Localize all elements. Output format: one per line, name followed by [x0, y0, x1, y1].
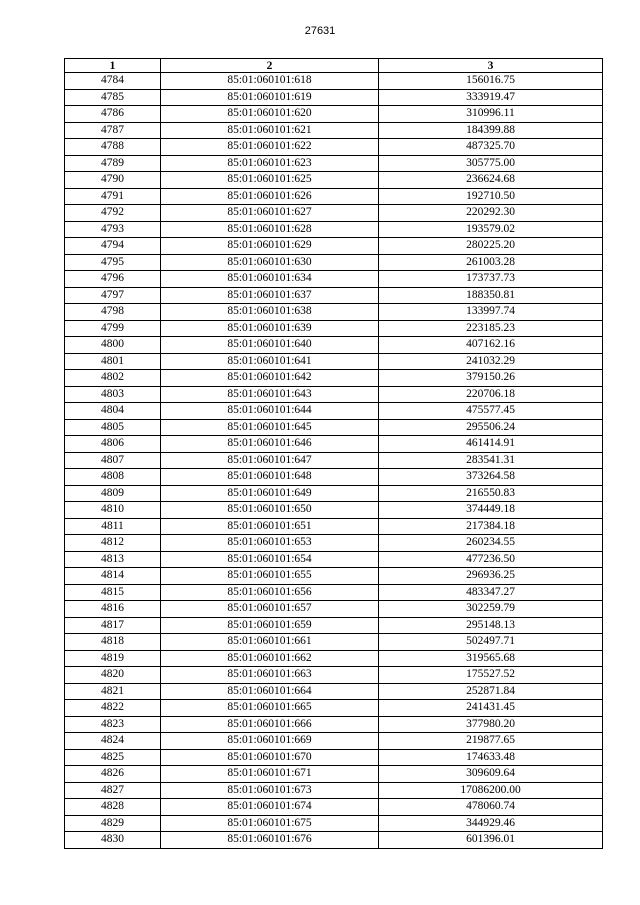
- row-number-cell: 4823: [65, 716, 161, 733]
- cadastral-number-cell: 85:01:060101:665: [161, 700, 379, 717]
- value-cell: 502497.71: [379, 634, 603, 651]
- value-cell: 236624.68: [379, 172, 603, 189]
- row-number-cell: 4813: [65, 551, 161, 568]
- row-number-cell: 4826: [65, 766, 161, 783]
- cadastral-number-cell: 85:01:060101:659: [161, 617, 379, 634]
- value-cell: 133997.74: [379, 304, 603, 321]
- column-header-1: 1: [65, 59, 161, 73]
- table-row: [65, 716, 603, 733]
- row-number-cell: 4809: [65, 485, 161, 502]
- cadastral-number-cell: 85:01:060101:653: [161, 535, 379, 552]
- value-cell: 302259.79: [379, 601, 603, 618]
- table-row: [65, 700, 603, 717]
- value-cell: 192710.50: [379, 188, 603, 205]
- value-cell: 188350.81: [379, 287, 603, 304]
- row-number-cell: 4819: [65, 650, 161, 667]
- table-row: [65, 386, 603, 403]
- row-number-cell: 4821: [65, 683, 161, 700]
- row-number-cell: 4825: [65, 749, 161, 766]
- row-number-cell: 4830: [65, 832, 161, 849]
- data-table: [64, 58, 603, 849]
- row-number-cell: 4827: [65, 782, 161, 799]
- value-cell: 175527.52: [379, 667, 603, 684]
- value-cell: 475577.45: [379, 403, 603, 420]
- row-number-cell: 4799: [65, 320, 161, 337]
- value-cell: 260234.55: [379, 535, 603, 552]
- row-number-cell: 4794: [65, 238, 161, 255]
- row-number-cell: 4792: [65, 205, 161, 222]
- table-row: [65, 749, 603, 766]
- table-row: [65, 254, 603, 271]
- cadastral-number-cell: 85:01:060101:640: [161, 337, 379, 354]
- row-number-cell: 4807: [65, 452, 161, 469]
- cadastral-number-cell: 85:01:060101:662: [161, 650, 379, 667]
- table-row: [65, 370, 603, 387]
- value-cell: 319565.68: [379, 650, 603, 667]
- cadastral-number-cell: 85:01:060101:656: [161, 584, 379, 601]
- table-row: [65, 304, 603, 321]
- table-row: [65, 469, 603, 486]
- table-row: [65, 139, 603, 156]
- cadastral-number-cell: 85:01:060101:630: [161, 254, 379, 271]
- table-row: [65, 106, 603, 123]
- table-row: [65, 782, 603, 799]
- row-number-cell: 4812: [65, 535, 161, 552]
- table-row: [65, 337, 603, 354]
- row-number-cell: 4796: [65, 271, 161, 288]
- table-row: [65, 287, 603, 304]
- value-cell: 220292.30: [379, 205, 603, 222]
- row-number-cell: 4806: [65, 436, 161, 453]
- table-row: [65, 584, 603, 601]
- table-row: [65, 568, 603, 585]
- row-number-cell: 4785: [65, 89, 161, 106]
- cadastral-number-cell: 85:01:060101:644: [161, 403, 379, 420]
- cadastral-number-cell: 85:01:060101:650: [161, 502, 379, 519]
- row-number-cell: 4789: [65, 155, 161, 172]
- value-cell: 252871.84: [379, 683, 603, 700]
- cadastral-number-cell: 85:01:060101:661: [161, 634, 379, 651]
- value-cell: 310996.11: [379, 106, 603, 123]
- cadastral-number-cell: 85:01:060101:623: [161, 155, 379, 172]
- cadastral-number-cell: 85:01:060101:620: [161, 106, 379, 123]
- cadastral-number-cell: 85:01:060101:621: [161, 122, 379, 139]
- cadastral-number-cell: 85:01:060101:651: [161, 518, 379, 535]
- cadastral-number-cell: 85:01:060101:646: [161, 436, 379, 453]
- row-number-cell: 4820: [65, 667, 161, 684]
- value-cell: 309609.64: [379, 766, 603, 783]
- cadastral-number-cell: 85:01:060101:634: [161, 271, 379, 288]
- cadastral-number-cell: 85:01:060101:654: [161, 551, 379, 568]
- value-cell: 487325.70: [379, 139, 603, 156]
- table-body: [65, 73, 603, 849]
- cadastral-number-cell: 85:01:060101:626: [161, 188, 379, 205]
- cadastral-number-cell: 85:01:060101:627: [161, 205, 379, 222]
- row-number-cell: 4818: [65, 634, 161, 651]
- cadastral-number-cell: 85:01:060101:670: [161, 749, 379, 766]
- table-row: [65, 238, 603, 255]
- value-cell: 601396.01: [379, 832, 603, 849]
- table-row: [65, 271, 603, 288]
- value-cell: 217384.18: [379, 518, 603, 535]
- table-row: [65, 73, 603, 90]
- column-header-3: 3: [379, 59, 603, 73]
- value-cell: 220706.18: [379, 386, 603, 403]
- column-header-2: 2: [161, 59, 379, 73]
- value-cell: 241431.45: [379, 700, 603, 717]
- row-number-cell: 4803: [65, 386, 161, 403]
- cadastral-number-cell: 85:01:060101:629: [161, 238, 379, 255]
- value-cell: 374449.18: [379, 502, 603, 519]
- value-cell: 261003.28: [379, 254, 603, 271]
- value-cell: 333919.47: [379, 89, 603, 106]
- cadastral-number-cell: 85:01:060101:641: [161, 353, 379, 370]
- table-row: [65, 634, 603, 651]
- cadastral-number-cell: 85:01:060101:618: [161, 73, 379, 90]
- value-cell: 216550.83: [379, 485, 603, 502]
- row-number-cell: 4810: [65, 502, 161, 519]
- row-number-cell: 4804: [65, 403, 161, 420]
- value-cell: 478060.74: [379, 799, 603, 816]
- table-row: [65, 172, 603, 189]
- value-cell: 344929.46: [379, 815, 603, 832]
- table-row: [65, 320, 603, 337]
- row-number-cell: 4800: [65, 337, 161, 354]
- cadastral-number-cell: 85:01:060101:642: [161, 370, 379, 387]
- cadastral-number-cell: 85:01:060101:655: [161, 568, 379, 585]
- table-row: [65, 601, 603, 618]
- value-cell: 184399.88: [379, 122, 603, 139]
- row-number-cell: 4828: [65, 799, 161, 816]
- table-row: [65, 733, 603, 750]
- table-row: [65, 650, 603, 667]
- cadastral-number-cell: 85:01:060101:657: [161, 601, 379, 618]
- cadastral-number-cell: 85:01:060101:625: [161, 172, 379, 189]
- table-header-row: [65, 59, 603, 73]
- cadastral-number-cell: 85:01:060101:666: [161, 716, 379, 733]
- cadastral-number-cell: 85:01:060101:622: [161, 139, 379, 156]
- row-number-cell: 4814: [65, 568, 161, 585]
- value-cell: 280225.20: [379, 238, 603, 255]
- cadastral-number-cell: 85:01:060101:671: [161, 766, 379, 783]
- cadastral-number-cell: 85:01:060101:663: [161, 667, 379, 684]
- cadastral-number-cell: 85:01:060101:643: [161, 386, 379, 403]
- row-number-cell: 4798: [65, 304, 161, 321]
- table-row: [65, 815, 603, 832]
- value-cell: 483347.27: [379, 584, 603, 601]
- row-number-cell: 4788: [65, 139, 161, 156]
- row-number-cell: 4829: [65, 815, 161, 832]
- page-number: 27631: [304, 25, 336, 37]
- row-number-cell: 4797: [65, 287, 161, 304]
- table-row: [65, 485, 603, 502]
- table-row: [65, 502, 603, 519]
- value-cell: 477236.50: [379, 551, 603, 568]
- cadastral-number-cell: 85:01:060101:637: [161, 287, 379, 304]
- table-row: [65, 667, 603, 684]
- cadastral-number-cell: 85:01:060101:619: [161, 89, 379, 106]
- table-row: [65, 683, 603, 700]
- table-row: [65, 155, 603, 172]
- value-cell: 373264.58: [379, 469, 603, 486]
- value-cell: 407162.16: [379, 337, 603, 354]
- table-row: [65, 353, 603, 370]
- cadastral-number-cell: 85:01:060101:645: [161, 419, 379, 436]
- row-number-cell: 4787: [65, 122, 161, 139]
- cadastral-number-cell: 85:01:060101:648: [161, 469, 379, 486]
- row-number-cell: 4784: [65, 73, 161, 90]
- value-cell: 219877.65: [379, 733, 603, 750]
- row-number-cell: 4824: [65, 733, 161, 750]
- table-row: [65, 122, 603, 139]
- table-row: [65, 551, 603, 568]
- value-cell: 174633.48: [379, 749, 603, 766]
- value-cell: 305775.00: [379, 155, 603, 172]
- cadastral-number-cell: 85:01:060101:675: [161, 815, 379, 832]
- row-number-cell: 4816: [65, 601, 161, 618]
- table-row: [65, 403, 603, 420]
- row-number-cell: 4815: [65, 584, 161, 601]
- row-number-cell: 4786: [65, 106, 161, 123]
- value-cell: 295506.24: [379, 419, 603, 436]
- row-number-cell: 4811: [65, 518, 161, 535]
- table-row: [65, 535, 603, 552]
- value-cell: 379150.26: [379, 370, 603, 387]
- row-number-cell: 4808: [65, 469, 161, 486]
- cadastral-number-cell: 85:01:060101:649: [161, 485, 379, 502]
- value-cell: 377980.20: [379, 716, 603, 733]
- value-cell: 193579.02: [379, 221, 603, 238]
- cadastral-number-cell: 85:01:060101:669: [161, 733, 379, 750]
- table-row: [65, 205, 603, 222]
- table-row: [65, 221, 603, 238]
- table-row: [65, 89, 603, 106]
- table-row: [65, 419, 603, 436]
- cadastral-number-cell: 85:01:060101:638: [161, 304, 379, 321]
- row-number-cell: 4822: [65, 700, 161, 717]
- value-cell: 17086200.00: [379, 782, 603, 799]
- table-row: [65, 832, 603, 849]
- table-row: [65, 518, 603, 535]
- value-cell: 241032.29: [379, 353, 603, 370]
- table-row: [65, 617, 603, 634]
- cadastral-number-cell: 85:01:060101:674: [161, 799, 379, 816]
- row-number-cell: 4795: [65, 254, 161, 271]
- value-cell: 461414.91: [379, 436, 603, 453]
- value-cell: 295148.13: [379, 617, 603, 634]
- row-number-cell: 4791: [65, 188, 161, 205]
- value-cell: 156016.75: [379, 73, 603, 90]
- row-number-cell: 4802: [65, 370, 161, 387]
- cadastral-number-cell: 85:01:060101:647: [161, 452, 379, 469]
- row-number-cell: 4801: [65, 353, 161, 370]
- row-number-cell: 4790: [65, 172, 161, 189]
- table-row: [65, 766, 603, 783]
- value-cell: 173737.73: [379, 271, 603, 288]
- cadastral-number-cell: 85:01:060101:664: [161, 683, 379, 700]
- table-row: [65, 436, 603, 453]
- row-number-cell: 4793: [65, 221, 161, 238]
- table-row: [65, 799, 603, 816]
- table-row: [65, 452, 603, 469]
- cadastral-number-cell: 85:01:060101:639: [161, 320, 379, 337]
- row-number-cell: 4817: [65, 617, 161, 634]
- value-cell: 296936.25: [379, 568, 603, 585]
- cadastral-number-cell: 85:01:060101:676: [161, 832, 379, 849]
- table-row: [65, 188, 603, 205]
- value-cell: 223185.23: [379, 320, 603, 337]
- row-number-cell: 4805: [65, 419, 161, 436]
- cadastral-number-cell: 85:01:060101:628: [161, 221, 379, 238]
- cadastral-number-cell: 85:01:060101:673: [161, 782, 379, 799]
- value-cell: 283541.31: [379, 452, 603, 469]
